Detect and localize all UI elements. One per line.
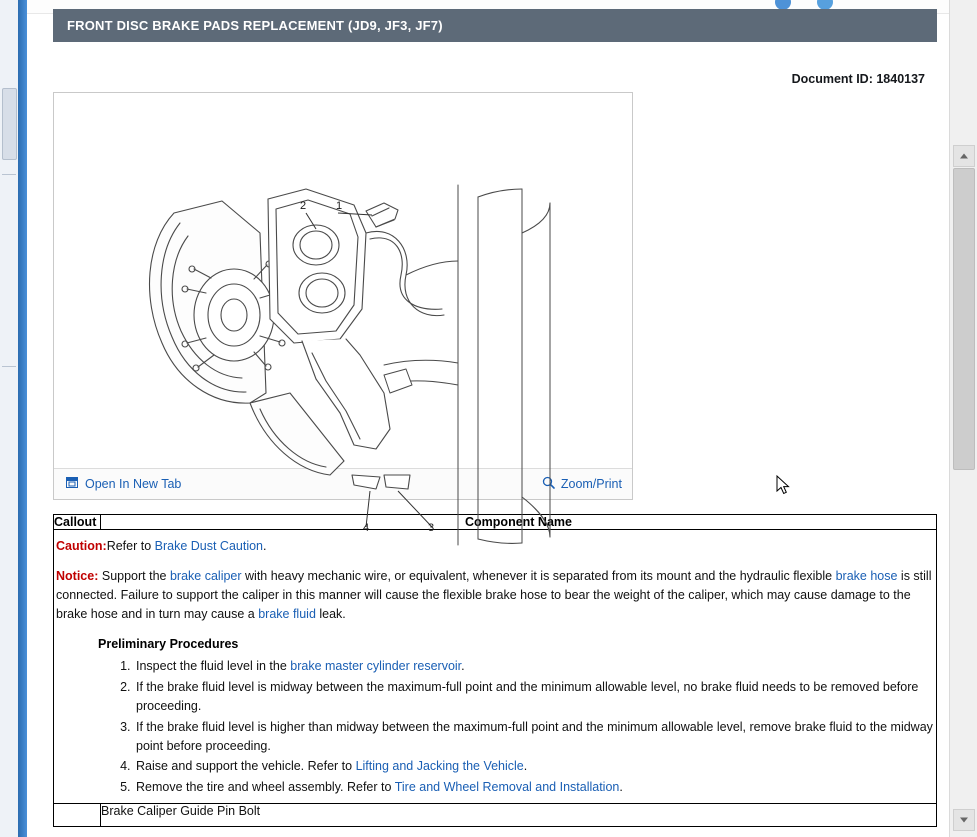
svg-text:3: 3 <box>428 522 435 534</box>
scroll-up-button[interactable] <box>953 145 975 167</box>
list-item <box>134 778 934 797</box>
list-item <box>134 657 934 676</box>
brake-fluid-link[interactable]: brake fluid <box>258 606 316 621</box>
table-header-row <box>54 515 937 530</box>
notice-part-3: is still connected. Failure to support the caliper in this manner will cause the flexible brake hose to bear the weight of the caliper, which may cause damage to the brake hose and in turn may cause a <box>56 569 932 621</box>
caution-label: Caution: <box>56 539 107 553</box>
open-in-new-tab-button[interactable] <box>66 476 181 492</box>
chevron-up-icon <box>960 154 968 159</box>
table-row <box>54 804 937 827</box>
external-window-icon <box>66 476 79 492</box>
notice-part-2: with heavy mechanic wire, or equivalent, whenever it is separated from its mount and the hydraulic flexible <box>241 569 836 584</box>
step-text-after: . <box>461 659 465 674</box>
document-content <box>53 9 937 827</box>
column-header-component-name: Component Name <box>101 515 937 530</box>
table-notes-row <box>54 530 937 804</box>
zoom-print-button[interactable] <box>542 476 622 492</box>
preliminary-steps-list <box>56 657 934 797</box>
step-text-after: . <box>619 779 623 794</box>
notice-note <box>56 567 934 623</box>
document-id-label: Document ID: 1840137 <box>791 72 925 86</box>
vertical-scrollbar[interactable] <box>949 0 977 837</box>
zoom-print-label: Zoom/Print <box>560 477 622 491</box>
brake-hose-link[interactable]: brake hose <box>835 569 898 584</box>
open-in-new-tab-label: Open In New Tab <box>85 477 182 491</box>
window-left-rail <box>0 0 19 837</box>
page-title: FRONT DISC BRAKE PADS REPLACEMENT (JD9, JF3, JF7) <box>53 9 937 42</box>
step-text-before: If the brake fluid level is higher than midway between the maximum-full point and the minimum allowable level, remove brake fluid to the midway point before proceeding. <box>136 719 933 753</box>
caution-text-before: Refer to <box>106 539 155 553</box>
figure-action-bar <box>54 468 632 499</box>
row-callout-number <box>54 804 101 827</box>
step-text-before: If the brake fluid level is midway between the maximum-full point and the minimum allowable level, no brake fluid needs to be removed before proceeding. <box>136 679 919 714</box>
brake-master-cylinder-reservoir-link[interactable]: brake master cylinder reservoir <box>290 659 462 674</box>
column-header-callout: Callout <box>54 515 101 530</box>
svg-text:4: 4 <box>363 522 370 534</box>
left-rail-divider <box>2 366 16 367</box>
svg-text:1: 1 <box>336 200 343 212</box>
left-rail-tab[interactable] <box>2 88 17 160</box>
row-component-name: Brake Caliper Guide Pin Bolt <box>101 804 261 818</box>
brake-caliper-link[interactable]: brake caliper <box>169 569 242 584</box>
brake-dust-caution-link[interactable]: Brake Dust Caution <box>154 539 264 553</box>
chevron-down-icon <box>960 818 968 823</box>
notes-cell <box>54 530 937 804</box>
preliminary-procedures-heading: Preliminary Procedures <box>98 637 239 652</box>
magnifier-icon <box>542 476 555 492</box>
step-text-before: Raise and support the vehicle. Refer to <box>136 759 356 774</box>
caution-text-after: . <box>263 539 267 553</box>
lifting-and-jacking-link[interactable]: Lifting and Jacking the Vehicle <box>355 759 524 774</box>
notice-part-1: Support the <box>101 569 170 584</box>
list-item <box>134 678 934 717</box>
component-callout-table <box>53 514 937 827</box>
scrollbar-thumb[interactable] <box>953 168 975 470</box>
notice-label: Notice: <box>56 569 99 584</box>
step-text-before: Remove the tire and wheel assembly. Refer to <box>136 779 395 794</box>
window-accent-edge <box>18 0 27 837</box>
scroll-down-button[interactable] <box>953 809 975 831</box>
list-item <box>134 718 934 757</box>
notice-part-4: leak. <box>315 606 346 621</box>
step-text-after: . <box>523 759 528 774</box>
document-viewport <box>27 0 949 837</box>
tire-and-wheel-removal-link[interactable]: Tire and Wheel Removal and Installation <box>394 779 620 794</box>
svg-text:2: 2 <box>300 200 307 212</box>
list-item <box>134 757 934 776</box>
left-rail-divider <box>2 174 16 175</box>
step-text-before: Inspect the fluid level in the <box>136 659 291 674</box>
caution-note <box>56 537 934 555</box>
